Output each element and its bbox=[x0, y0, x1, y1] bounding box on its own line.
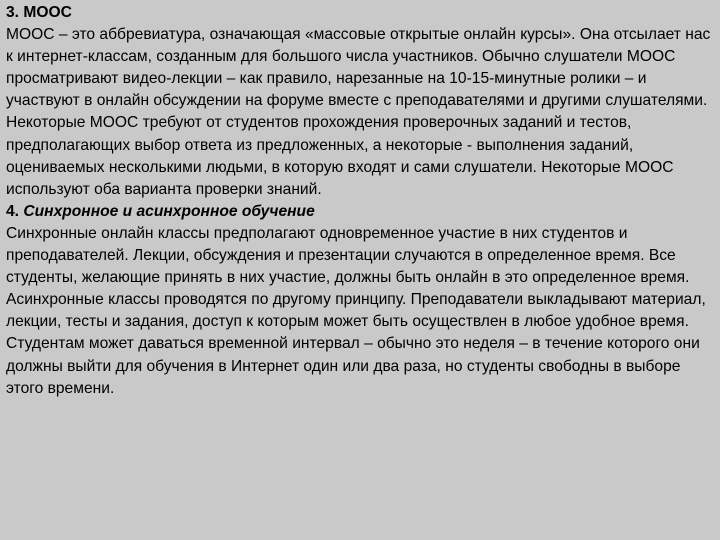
section-3-number: 3. bbox=[6, 4, 20, 21]
section-4-text: Синхронные онлайн классы предполагают одновременное участие в них студентов и преподавателей. Лекции, обсуждения и презентации случаются в определенное время. Все студенты, желающие принять в них участие, должны быть онлайн в это определенное время. Асинхронные классы проводятся по другому принципу. Преподаватели выкладывают материал, лекции, тесты и задания, доступ к которым может быть осуществлен в любое удобное время. Студентам может даваться временной интервал – обычно это неделя – в течение которого они должны выйти для обучения в Интернет один или два раза, но студенты свободны в выборе этого времени. bbox=[6, 224, 706, 397]
section-4-title: Синхронное и асинхронное обучение bbox=[23, 202, 315, 220]
slide-content bbox=[6, 2, 718, 400]
section-3-text: MOOC – это аббревиатура, означающая «массовые открытые онлайн курсы». Она отсылает нас к интернет-классам, созданным для большого числа участников. Обычно слушатели MOOC просматривают видео-лекции – как правило, нарезанные на 10-15-минутные ролики – и участвуют в онлайн обсуждении на форуме вместе с преподавателями и другими слушателями. Некоторые MOOC требуют от студентов прохождения проверочных заданий и тестов, предполагающих выбор ответа из предложенных, а некоторые - выполнения заданий, оцениваемых несколькими людьми, в которую входят и сами слушатели. Некоторые MOOC используют оба варианта проверки знаний. bbox=[6, 26, 711, 198]
section-4-number: 4. bbox=[6, 202, 20, 220]
section-3-heading bbox=[6, 2, 718, 24]
section-4-heading bbox=[6, 201, 718, 223]
section-3-title: MOOC bbox=[23, 4, 72, 21]
